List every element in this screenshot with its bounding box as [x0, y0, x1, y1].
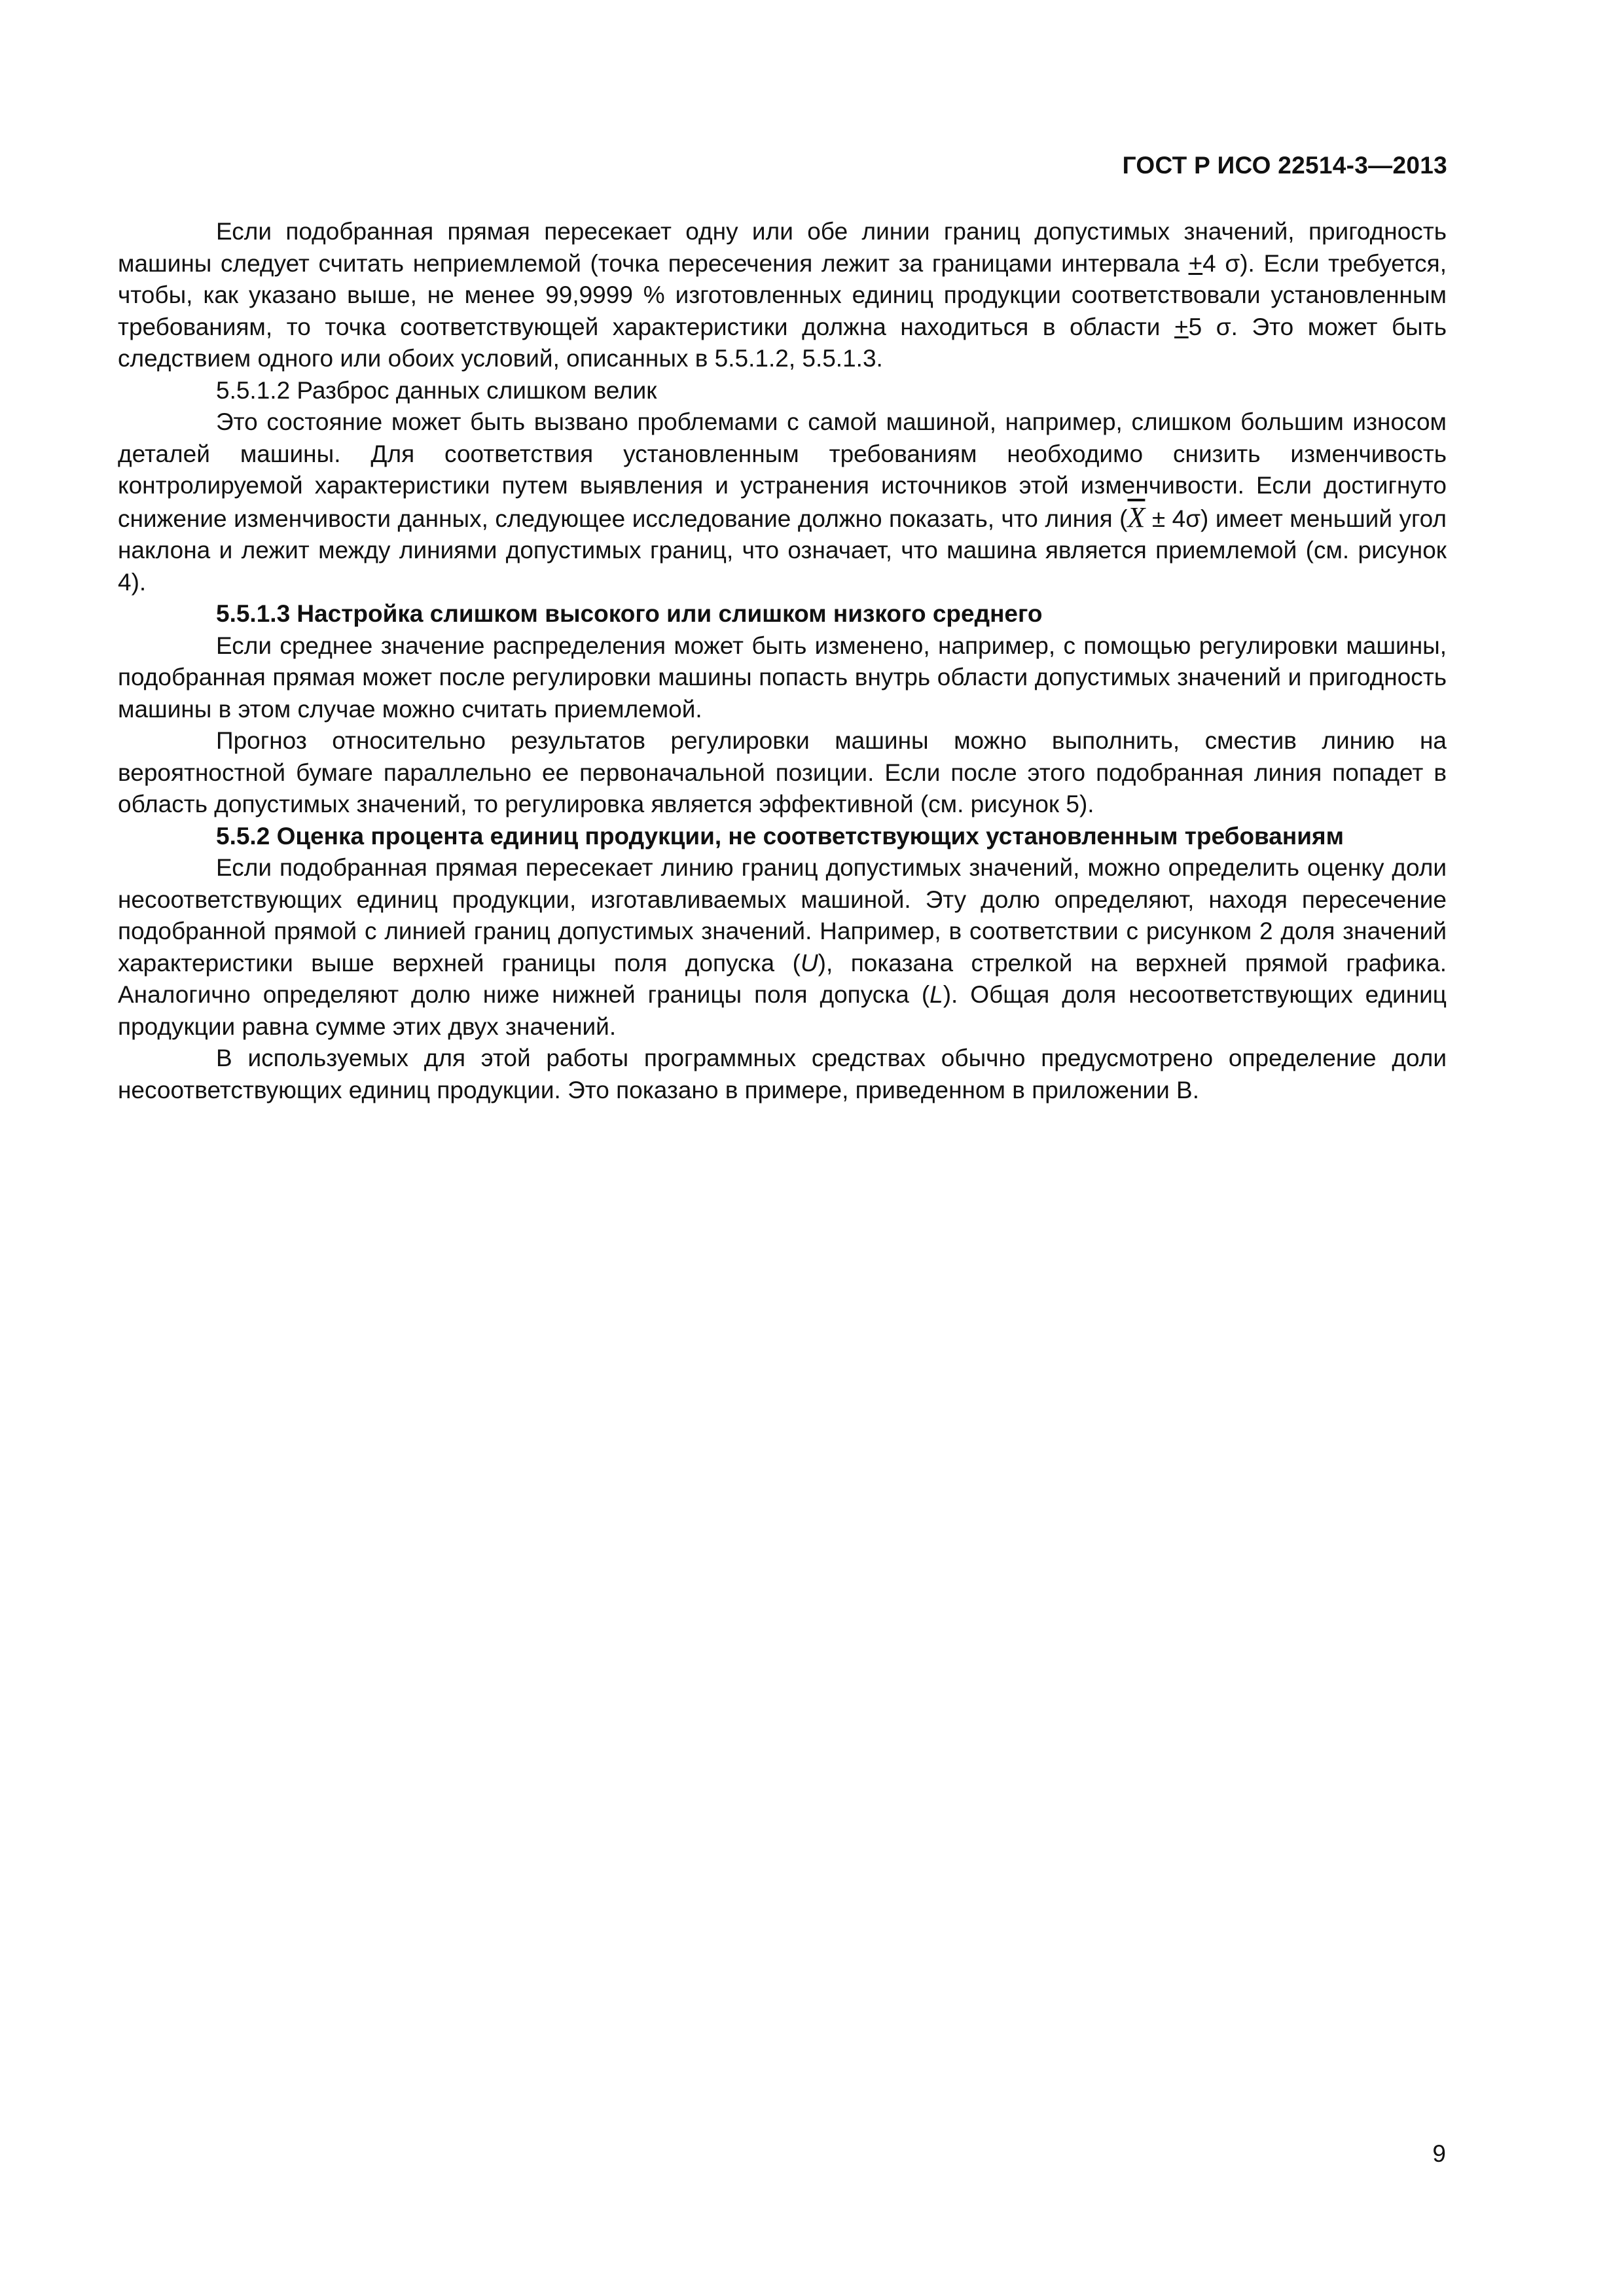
section-5513-heading: 5.5.1.3 Настройка слишком высокого или слишком низкого среднего	[216, 600, 1043, 627]
section-552-paragraph-2: В используемых для этой работы программных средствах обычно предусмотрено определение доли несоответствующих единиц продукции. Это показано в примере, приведенном в приложении В.	[118, 1045, 1447, 1103]
page-number: 9	[1432, 2140, 1446, 2167]
paragraph-intro	[118, 216, 1447, 375]
document-body	[118, 216, 1447, 1106]
formula-x-bar: $\overline{X}$	[1127, 501, 1146, 533]
section-552-text-b: ), показана стрелкой на верхней прямой графика. Аналогично определяют долю ниже нижней границы поля допуска (	[118, 949, 1447, 1008]
upper-limit-symbol: U	[800, 949, 818, 977]
section-5512-text-before: Это состояние может быть вызвано проблемами с самой машиной, например, слишком большим износом деталей машины. Для соответствия установленным требованиям необходимо снизить изменчивость контролируемой характеристики путем выявления и устранения источников этой изменчивости. Если достигнуто снижение изменчивости данных, следующее исследование должно показать, что линия (	[118, 408, 1447, 532]
section-5513-paragraph-1: Если среднее значение распределения может быть изменено, например, с помощью регулировки машины, подобранная прямая может после регулировки машины попасть внутрь области допустимых значений и пригодность машины в этом случае можно считать приемлемой.	[118, 632, 1447, 723]
section-552-paragraph-1	[118, 852, 1447, 1043]
intro-text-1: Если подобранная прямая пересекает одну или обе линии границ допустимых значений, пригодность машины следует считать неприемлемой (точка пересечения лежит за границами интервала	[118, 218, 1447, 277]
section-5513-paragraph-2: Прогноз относительно результатов регулировки машины можно выполнить, сместив линию на вероятностной бумаге параллельно ее первоначальной позиции. Если после этого подобранная линия попадет в область допустимых значений, то регулировка является эффективной (см. рисунок 5).	[118, 727, 1447, 817]
document-code: ГОСТ Р ИСО 22514-3—2013	[1122, 152, 1447, 179]
intro-text-3: 5 σ. Это может быть следствием одного или обоих условий, описанных в 5.5.1.2, 5.5.1.3.	[118, 313, 1447, 372]
section-552-text-a: Если подобранная прямая пересекает линию границ допустимых значений, можно определить оценку доли несоответствующих единиц продукции, изготавливаемых машиной. Эту долю определяют, находя пересечение подобранной прямой с линией границ допустимых значений. Например, в соответствии с рисунком 2 доля значений характеристики выше верхней границы поля допуска (	[118, 854, 1447, 977]
section-5512-heading: 5.5.1.2 Разброс данных слишком велик	[216, 376, 657, 404]
intro-text-2: 4 σ). Если требуется, чтобы, как указано выше, не менее 99,9999 % изготовленных единиц продукции соответствовали установленным требованиям, то точка соответствующей характеристики должна находиться в области	[118, 249, 1447, 340]
lower-limit-symbol: L	[929, 981, 943, 1008]
plus-minus-4: +	[1188, 249, 1203, 277]
formula-rest: ± 4σ	[1145, 505, 1201, 532]
plus-minus-5: +	[1174, 313, 1189, 340]
section-5512-paragraph	[118, 406, 1447, 598]
section-552-heading: 5.5.2 Оценка процента единиц продукции, не соответствующих установленным требованиям	[216, 822, 1344, 850]
section-5512-text-after: ) имеет меньший угол наклона и лежит между линиями допустимых границ, что означает, что машина является приемлемой (см. рисунок 4).	[118, 505, 1447, 596]
section-552-text-c: ). Общая доля несоответствующих единиц продукции равна сумме этих двух значений.	[118, 981, 1447, 1040]
